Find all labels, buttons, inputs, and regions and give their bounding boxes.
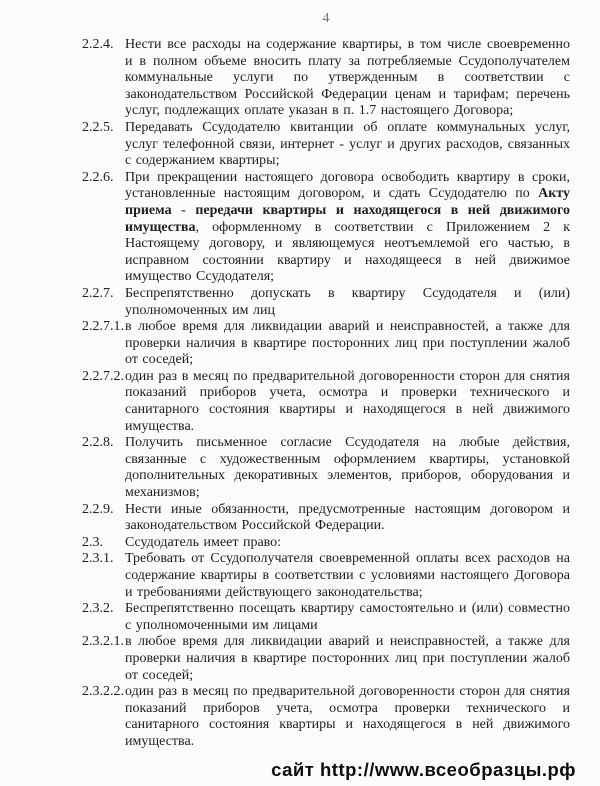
clause-number: 2.2.7.2. (82, 368, 124, 384)
clause-text: Беспрепятственно посещать квартиру самостоятельно и (или) совместно с уполномоченными им лицами (125, 601, 570, 633)
clause-number: 2.2.4. (82, 37, 114, 52)
clause-text: Требовать от Ссудополучателя своевременной оплаты всех расходов на содержание квартиры в соответствии с условиями настоящего Договора и требованиями действующего законодательства; (125, 551, 570, 600)
clause-text: Ссудодатель имеет право: (125, 534, 282, 550)
contract-clause (82, 286, 570, 319)
contract-clause (82, 535, 570, 552)
clause-text-bold: Акту приема - передачи квартиры и находящегося в ней движимого имущества (125, 186, 570, 235)
clause-number: 2.2.8. (82, 435, 114, 451)
contract-clause (82, 435, 570, 501)
contract-clause (82, 634, 570, 684)
contract-clause (82, 601, 570, 634)
clause-text: в любое время для ликвидации аварий и неисправностей, а также для проверки наличия в квартире посторонних лиц при поступлении жалоб от соседей; (125, 319, 570, 368)
clause-number: 2.2.6. (82, 169, 114, 185)
clause-number: 2.2.9. (82, 501, 114, 517)
clause-text: Получить письменное согласие Ссудодателя на любые действия, связанные с художественным оформлением квартиры, установкой дополнительных декоративных элементов, приборов, оборудования и механизмов; (125, 435, 570, 501)
contract-clause (82, 170, 570, 286)
clause-number: 2.2.7.1. (82, 319, 124, 335)
clause-text: Нести иные обязанности, предусмотренные настоящим договором и законодательством Российской Федерации. (125, 501, 570, 534)
clause-text: , оформленному в соответствии с Приложением 2 к Настоящему договору, и являющемуся неотъемлемой его частью, в исправном состоянии квартиру и находящееся в ней движимое имущество Ссудодателя; (125, 219, 570, 285)
contract-clause (82, 684, 570, 750)
clause-text: Беспрепятственно допускать в квартиру Ссудодателя и (или) уполномоченных им лиц (125, 285, 570, 318)
contract-clauses-list (82, 37, 570, 751)
contract-clause (82, 120, 570, 170)
contract-clause (82, 551, 570, 601)
clause-number: 2.2.5. (82, 119, 114, 135)
clause-number: 2.3.2. (82, 601, 114, 617)
clause-number: 2.3.2.2. (82, 684, 124, 700)
clause-text: один раз в месяц по предварительной договоренности сторон для снятия показаний приборов учета, осмотра проверки технического и санитарного состояния квартиры и находящегося в ней движимого имущества. (125, 684, 570, 749)
clause-number: 2.3. (82, 534, 103, 550)
clause-number: 2.3.2.1. (82, 634, 124, 650)
page-number: 4 (322, 11, 330, 26)
clause-text: в любое время для ликвидации аварий и неисправностей, а также для проверки наличия в квартире посторонних лиц при поступлении жалоб от соседей; (125, 634, 570, 683)
clause-text: Передавать Ссудодателю квитанции об оплате коммунальных услуг, услуг телефонной связи, интернет - услуг и других расходов, связанных с содержанием квартиры; (125, 119, 570, 169)
contract-clause (82, 369, 570, 435)
clause-number: 2.3.1. (82, 551, 114, 567)
clause-text: Нести все расходы на содержание квартиры, в том числе своевременно и в полном объеме вносить плату за потребляемые Ссудополучателем коммунальные услуги по утвержденным в соответствии с законодательством Российской Федерации ценам и тарифам; перечень услуг, подлежащих оплате указан в п. 1.7 настоящего Договора; (125, 37, 570, 119)
clause-text: один раз в месяц по предварительной договоренности сторон для снятия показаний приборов учета, осмотра и проверки технического и санитарного состояния квартиры и находящегося в ней движимого имущества. (125, 368, 570, 434)
site-watermark: сайт http://www.всеобразцы.рф (271, 759, 576, 780)
contract-clause (82, 37, 570, 120)
contract-clause (82, 319, 570, 369)
clause-text: При прекращении настоящего договора освободить квартиру в сроки, установленные настоящим договором, и сдать Ссудодателю по (125, 169, 570, 202)
contract-clause (82, 502, 570, 535)
clause-number: 2.2.7. (82, 285, 114, 301)
